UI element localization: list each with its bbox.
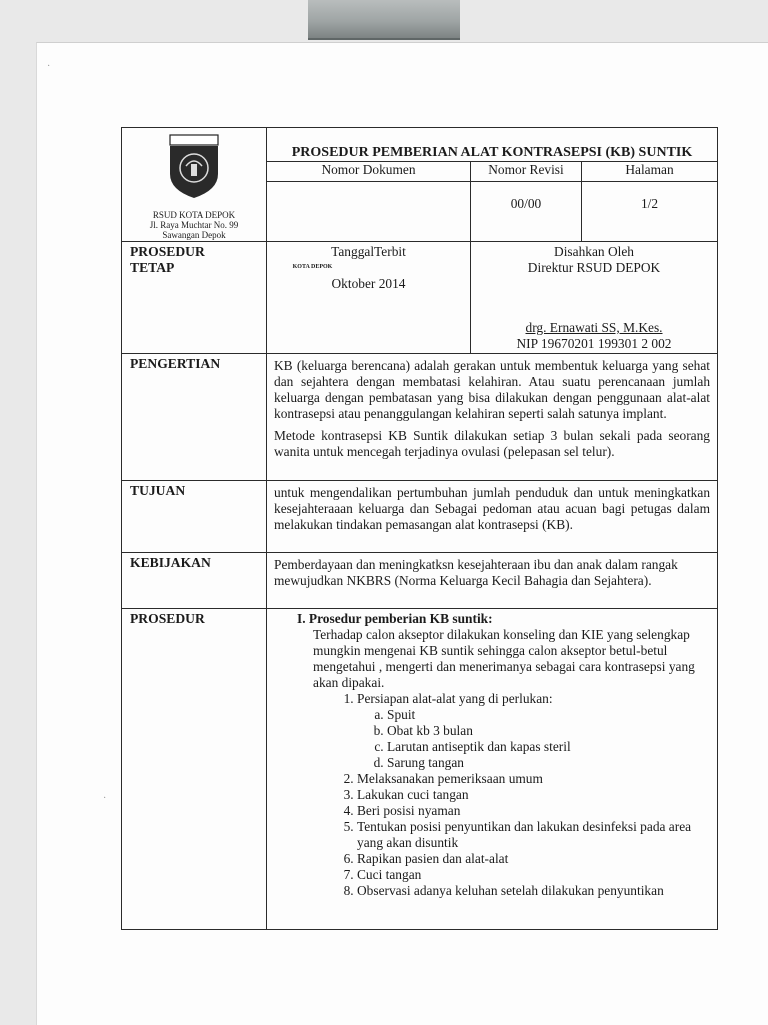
halaman-label: Halaman bbox=[582, 162, 718, 182]
prosedur-step: 6. Rapikan pasien dan alat-alat bbox=[357, 851, 711, 867]
nomor-revisi-value: 00/00 bbox=[471, 182, 582, 242]
prosedur-step: 3. Lakukan cuci tangan bbox=[357, 787, 711, 803]
prosedur-tetap-label-line2: TETAP bbox=[130, 260, 175, 275]
disahkan-role: Direktur RSUD DEPOK bbox=[527, 260, 661, 275]
pengertian-content bbox=[267, 354, 718, 481]
prosedur-section-title: Prosedur pemberian KB suntik: bbox=[308, 611, 493, 626]
hospital-address-line2: Sawangan Depok bbox=[162, 230, 226, 240]
hospital-logo-icon bbox=[164, 134, 224, 200]
pengertian-paragraph-2: Metode kontrasepsi KB Suntik dilakukan setiap 3 bulan sekali pada seorang wanita untuk mencegah terjadinya ovulasi (pelepasan sel telur). bbox=[274, 428, 711, 459]
kebijakan-content: Pemberdayaan dan meningkatksn kesejahteraan ibu dan anak dalam rangak mewujudkan NKBRS (Norma Keluarga Kecil Bahagia dan Sejahtera). bbox=[267, 553, 718, 609]
tanggal-terbit-cell bbox=[267, 242, 471, 354]
prosedur-step: 5. Tentukan posisi penyuntikan dan lakukan desinfeksi pada area yang akan disuntik bbox=[357, 819, 711, 851]
disahkan-label: Disahkan Oleh bbox=[554, 244, 634, 259]
equipment-item: d. Sarung tangan bbox=[387, 755, 711, 771]
tanggal-terbit-label: TanggalTerbit bbox=[331, 244, 406, 259]
prosedur-tetap-label bbox=[122, 242, 267, 354]
nomor-dokumen-label: Nomor Dokumen bbox=[267, 162, 471, 182]
prosedur-steps bbox=[297, 691, 711, 899]
prosedur-step: 4. Beri posisi nyaman bbox=[357, 803, 711, 819]
sop-table bbox=[121, 127, 718, 930]
halaman-value: 1/2 bbox=[582, 182, 718, 242]
equipment-item: b. Obat kb 3 bulan bbox=[387, 723, 711, 739]
prosedur-step bbox=[357, 691, 711, 771]
equipment-list bbox=[357, 707, 711, 771]
pengesahan-cell bbox=[471, 242, 718, 354]
kebijakan-label: KEBIJAKAN bbox=[122, 553, 267, 609]
hospital-address-line1: Jl. Raya Muchtar No. 99 bbox=[149, 220, 239, 230]
logo-text: KOTA DEPOK bbox=[292, 263, 333, 270]
prosedur-step: 8. Observasi adanya keluhan setelah dilakukan penyuntikan bbox=[357, 883, 711, 899]
prosedur-tetap-label-line1: PROSEDUR bbox=[130, 244, 205, 259]
signatory-name: drg. Ernawati SS, M.Kes. bbox=[525, 320, 663, 335]
nomor-dokumen-value bbox=[267, 182, 471, 242]
nomor-revisi-label: Nomor Revisi bbox=[471, 162, 582, 182]
prosedur-step: 2. Melaksanakan pemeriksaan umum bbox=[357, 771, 711, 787]
prosedur-step-text: Persiapan alat-alat yang di perlukan: bbox=[357, 691, 553, 706]
pengertian-label: PENGERTIAN bbox=[122, 354, 267, 481]
scan-mark: · bbox=[47, 61, 51, 72]
tujuan-content: untuk mengendalikan pertumbuhan jumlah penduduk dan untuk meningkatkan kesejahteraaan keluarga dan Sebagai pedoman atau acuan bagi petugas dalam melakukan tindakan pemasangan alat kontrasepsi (KB). bbox=[267, 481, 718, 553]
prosedur-step: 7. Cuci tangan bbox=[357, 867, 711, 883]
tujuan-label: TUJUAN bbox=[122, 481, 267, 553]
prosedur-label: PROSEDUR bbox=[122, 609, 267, 930]
pengertian-paragraph-1: KB (keluarga berencana) adalah gerakan untuk membentuk keluarga yang sehat dan sejahtera dengan membatasi kelahiran. Atau suatu perencanaan jumlah keluarga dengan pembatasan yang bisa dilakukan dengan penggunaan alat-alat kontrasepsi atau penanggulangan kelahiran seperti salah satunya implant. bbox=[274, 358, 711, 421]
scanner-clip bbox=[308, 0, 460, 40]
prosedur-content bbox=[267, 609, 718, 930]
equipment-item: c. Larutan antiseptik dan kapas steril bbox=[387, 739, 711, 755]
scan-mark: · bbox=[103, 793, 107, 804]
prosedur-section-number: I. bbox=[297, 611, 306, 626]
prosedur-intro: Terhadap calon akseptor dilakukan konseling dan KIE yang selengkap mungkin mengenai KB suntik sehingga calon akseptor betul-betul mengetahui , mengerti dan menerimanya sebagai cara kontrasepsi yang akan dipakai. bbox=[313, 627, 695, 690]
tanggal-terbit-value: Oktober 2014 bbox=[331, 276, 406, 291]
hospital-name: RSUD KOTA DEPOK bbox=[152, 210, 236, 220]
equipment-item: a. Spuit bbox=[387, 707, 711, 723]
signatory-nip: NIP 19670201 199301 2 002 bbox=[516, 336, 672, 351]
prosedur-section-list bbox=[267, 609, 711, 899]
prosedur-section bbox=[297, 611, 711, 899]
document-title: PROSEDUR PEMBERIAN ALAT KONTRASEPSI (KB) SUNTIK bbox=[267, 128, 718, 162]
